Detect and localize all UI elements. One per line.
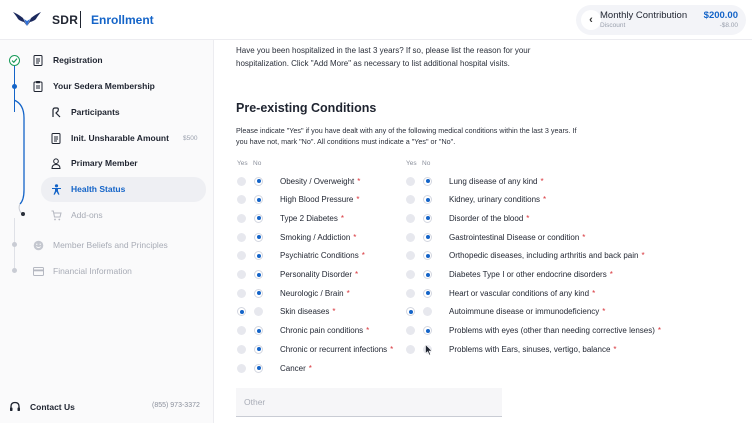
condition-row bbox=[406, 287, 595, 299]
yes-radio[interactable] bbox=[237, 289, 246, 298]
required-asterisk: * bbox=[361, 251, 365, 261]
condition-row bbox=[237, 287, 350, 299]
contribution-title: Monthly Contribution bbox=[600, 10, 688, 21]
yes-radio[interactable] bbox=[237, 345, 246, 354]
sidebar-item-participants[interactable] bbox=[50, 106, 120, 118]
sidebar-item-primary-member[interactable] bbox=[50, 157, 138, 169]
progress-branch bbox=[14, 94, 26, 224]
no-radio[interactable] bbox=[254, 270, 263, 279]
other-condition-input[interactable] bbox=[236, 388, 502, 417]
no-radio[interactable] bbox=[423, 195, 432, 204]
required-asterisk: * bbox=[357, 176, 361, 186]
page-title: Enrollment bbox=[91, 13, 154, 27]
condition-row bbox=[406, 175, 544, 187]
required-asterisk: * bbox=[340, 213, 344, 223]
condition-row bbox=[237, 269, 358, 281]
required-asterisk: * bbox=[609, 270, 613, 279]
no-radio[interactable] bbox=[254, 177, 263, 186]
sidebar-item-label: Health Status bbox=[71, 184, 126, 194]
brand-divider bbox=[80, 11, 81, 28]
condition-row bbox=[406, 306, 605, 318]
no-radio[interactable] bbox=[254, 214, 263, 223]
condition-label: Skin diseases bbox=[280, 307, 330, 317]
yes-radio[interactable] bbox=[406, 195, 415, 204]
yes-radio[interactable] bbox=[406, 214, 415, 223]
condition-row bbox=[237, 194, 360, 206]
smiley-icon bbox=[32, 239, 44, 251]
required-asterisk: * bbox=[657, 326, 662, 336]
sidebar-item-label: Your Sedera Membership bbox=[53, 81, 155, 91]
condition-row bbox=[237, 231, 356, 243]
yes-radio[interactable] bbox=[406, 307, 415, 316]
condition-label: High Blood Pressure bbox=[280, 195, 354, 205]
clipboard-icon bbox=[32, 80, 44, 92]
card-icon bbox=[32, 265, 44, 277]
condition-label: Cancer bbox=[280, 363, 306, 373]
no-radio[interactable] bbox=[254, 364, 263, 373]
yes-radio[interactable] bbox=[406, 326, 415, 335]
user-icon bbox=[50, 157, 62, 169]
no-radio[interactable] bbox=[423, 251, 432, 260]
contribution-amount: $200.00 bbox=[703, 10, 738, 21]
required-asterisk: * bbox=[602, 307, 606, 317]
sidebar-item-unsharable-amount[interactable] bbox=[50, 132, 169, 144]
monthly-contribution-pill[interactable] bbox=[576, 5, 746, 35]
conditions-instructions: Please indicate "Yes" if you have dealt with any of the following medical conditions within the last 3 years. If you have not, mark "No". All conditions must indicate a "Yes" or "No". bbox=[236, 126, 577, 146]
condition-label: Neurologic / Brain bbox=[280, 288, 344, 298]
yes-radio[interactable] bbox=[406, 177, 415, 186]
yes-radio[interactable] bbox=[237, 270, 246, 279]
condition-row bbox=[406, 194, 546, 206]
no-radio[interactable] bbox=[254, 307, 263, 316]
no-radio[interactable] bbox=[254, 195, 263, 204]
step-dot bbox=[12, 242, 17, 247]
condition-label: Gastrointestinal Disease or condition bbox=[449, 232, 580, 242]
contact-label: Contact Us bbox=[30, 402, 75, 412]
condition-row bbox=[237, 362, 312, 374]
mouse-cursor-icon bbox=[425, 344, 433, 356]
person-icon bbox=[50, 183, 62, 195]
required-asterisk: * bbox=[613, 344, 617, 354]
no-radio[interactable] bbox=[423, 214, 432, 223]
section-title: Pre-existing Conditions bbox=[236, 101, 377, 115]
yes-radio[interactable] bbox=[406, 233, 415, 242]
condition-label: Chronic or recurrent infections bbox=[280, 344, 388, 354]
condition-row bbox=[406, 250, 645, 262]
no-radio[interactable] bbox=[254, 326, 263, 335]
condition-row bbox=[406, 231, 585, 243]
no-radio[interactable] bbox=[423, 326, 432, 335]
participants-icon bbox=[50, 106, 62, 118]
no-column-header: No bbox=[253, 160, 262, 167]
condition-label: Kidney, urinary conditions bbox=[449, 195, 541, 205]
brand-name: SDR bbox=[52, 13, 79, 27]
sidebar-item-health-status[interactable] bbox=[50, 183, 125, 195]
no-radio[interactable] bbox=[423, 270, 432, 279]
condition-label: Type 2 Diabetes bbox=[280, 213, 338, 223]
required-asterisk: * bbox=[308, 363, 312, 373]
sidebar-item-add-ons[interactable] bbox=[50, 209, 103, 221]
no-radio[interactable] bbox=[254, 345, 263, 354]
no-radio[interactable] bbox=[423, 233, 432, 242]
sidebar-item-label: Registration bbox=[53, 55, 103, 65]
required-asterisk: * bbox=[346, 288, 350, 298]
sidebar-item-label: Member Beliefs and Principles bbox=[53, 240, 168, 250]
contact-phone: (855) 973-3372 bbox=[152, 402, 200, 409]
condition-label: Lung disease of any kind bbox=[449, 176, 538, 186]
required-asterisk: * bbox=[582, 232, 586, 242]
condition-row bbox=[406, 212, 529, 224]
yes-radio[interactable] bbox=[406, 251, 415, 260]
yes-radio[interactable] bbox=[406, 345, 415, 354]
required-asterisk: * bbox=[543, 195, 547, 205]
no-radio[interactable] bbox=[254, 251, 263, 260]
sidebar-item-membership[interactable] bbox=[32, 80, 542, 92]
condition-label: Chronic pain conditions bbox=[280, 326, 364, 336]
yes-radio[interactable] bbox=[237, 307, 246, 316]
required-asterisk: * bbox=[356, 195, 360, 205]
required-asterisk: * bbox=[592, 288, 596, 298]
yes-radio[interactable] bbox=[237, 364, 246, 373]
top-bar bbox=[0, 0, 752, 40]
condition-row bbox=[406, 269, 613, 281]
required-asterisk: * bbox=[332, 307, 336, 317]
condition-row bbox=[406, 343, 617, 355]
no-radio[interactable] bbox=[423, 177, 432, 186]
unsharable-amount-value: $500 bbox=[183, 135, 198, 142]
wings-logo-icon bbox=[12, 10, 42, 28]
hospitalization-intro: Have you been hospitalized in the last 3 years? If so, please list the reason for your hospitalization. Click "Add More" as necessary to list additional hospital visits. bbox=[236, 46, 531, 68]
no-radio[interactable] bbox=[423, 289, 432, 298]
condition-row bbox=[237, 250, 365, 262]
yes-radio[interactable] bbox=[237, 251, 246, 260]
chevron-left-icon[interactable]: ‹ bbox=[581, 10, 601, 30]
condition-row bbox=[237, 325, 369, 337]
sidebar-item-label: Init. Unsharable Amount bbox=[71, 133, 169, 143]
check-circle-icon bbox=[9, 55, 20, 66]
yes-radio[interactable] bbox=[406, 289, 415, 298]
document-icon bbox=[32, 54, 44, 66]
headset-icon bbox=[8, 400, 22, 414]
sidebar-item-label: Participants bbox=[71, 107, 120, 117]
condition-label: Disorder of the blood bbox=[449, 213, 524, 223]
required-asterisk: * bbox=[366, 326, 370, 336]
sidebar-item-label: Add-ons bbox=[71, 210, 103, 220]
required-asterisk: * bbox=[355, 270, 359, 279]
required-asterisk: * bbox=[526, 213, 530, 223]
yes-radio[interactable] bbox=[237, 177, 246, 186]
step-dot bbox=[12, 84, 17, 89]
yes-radio[interactable] bbox=[237, 233, 246, 242]
condition-label: Problems with Ears, sinuses, vertigo, balance bbox=[449, 344, 611, 354]
required-asterisk: * bbox=[641, 251, 645, 261]
sidebar-item-label: Financial Information bbox=[53, 266, 132, 276]
condition-label: Problems with eyes (other than needing corrective lenses) bbox=[449, 326, 655, 336]
condition-label: Obesity / Overweight bbox=[280, 176, 355, 186]
required-asterisk: * bbox=[390, 344, 394, 354]
no-radio[interactable] bbox=[423, 307, 432, 316]
yes-column-header: Yes bbox=[237, 160, 248, 167]
no-column-header: No bbox=[422, 160, 431, 167]
condition-row bbox=[237, 306, 335, 318]
sidebar-item-label: Primary Member bbox=[71, 158, 138, 168]
condition-row bbox=[237, 343, 393, 355]
condition-label: Smoking / Addiction bbox=[280, 232, 351, 242]
condition-label: Autoimmune disease or immunodeficiency bbox=[449, 307, 600, 317]
condition-row bbox=[406, 325, 661, 337]
yes-radio[interactable] bbox=[237, 326, 246, 335]
condition-row bbox=[237, 175, 360, 187]
yes-column-header: Yes bbox=[406, 160, 417, 167]
yes-radio[interactable] bbox=[237, 214, 246, 223]
condition-label: Heart or vascular conditions of any kind bbox=[449, 288, 590, 298]
step-dot bbox=[12, 268, 17, 273]
required-asterisk: * bbox=[540, 176, 544, 186]
yes-radio[interactable] bbox=[406, 270, 415, 279]
no-radio[interactable] bbox=[254, 289, 263, 298]
contact-us-link[interactable] bbox=[8, 400, 75, 414]
condition-label: Psychiatric Conditions bbox=[280, 251, 359, 261]
contribution-subtitle: Discount bbox=[600, 22, 626, 29]
yes-radio[interactable] bbox=[237, 195, 246, 204]
condition-label: Personality Disorder bbox=[280, 270, 353, 279]
document-icon bbox=[50, 132, 62, 144]
condition-label: Orthopedic diseases, including arthritis and back pain bbox=[449, 251, 639, 261]
condition-row bbox=[237, 212, 344, 224]
required-asterisk: * bbox=[353, 232, 357, 242]
contribution-discount: -$8.00 bbox=[719, 22, 738, 29]
step-dot bbox=[21, 212, 25, 216]
sidebar bbox=[0, 40, 214, 423]
no-radio[interactable] bbox=[254, 233, 263, 242]
cart-icon bbox=[50, 209, 62, 221]
condition-label: Diabetes Type I or other endocrine disorders bbox=[449, 270, 607, 279]
